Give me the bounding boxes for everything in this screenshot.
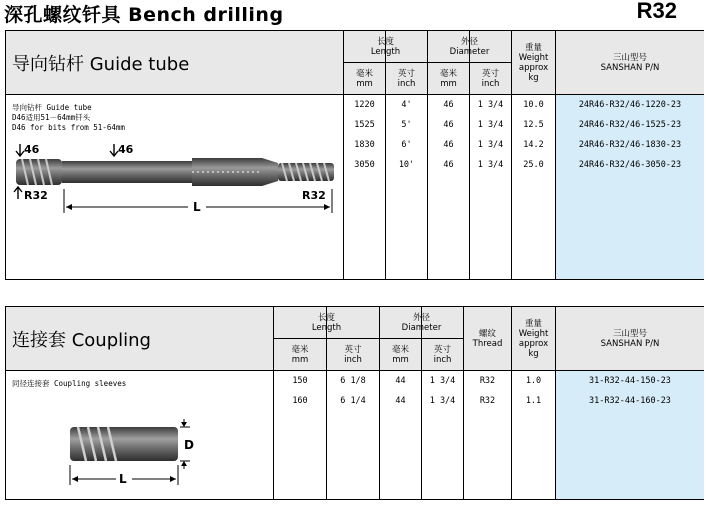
length-header: 长度 Length <box>344 31 427 63</box>
inch-header: 英寸 inch <box>386 63 427 95</box>
c-length-mm-col: 毫米 mm 150 160 <box>273 307 326 499</box>
guide-tube-section <box>5 30 704 280</box>
part-number-col: 三山型号 SANSHAN P/N 24R46-R32/46-1220-23 24R46-R32/46-1525-23 24R46-R32/46-1830-23 24R46-R32/46-3050-23 <box>555 31 704 279</box>
guide-tube-description: 导向钻杆 Guide tube D46适用51－64mm钎头 D46 for bits from 51-64mm <box>12 103 125 132</box>
coupling-heading: 连接套 Coupling <box>6 307 273 371</box>
coupling-length-label: L <box>119 472 127 486</box>
c-diameter-group: 外径 Diameter <box>379 307 463 499</box>
c-diameter-inch-col: 英寸 inch 1 3/4 1 3/4 <box>421 307 463 499</box>
c-diameter-mm-col: 毫米 mm 44 44 <box>379 307 421 499</box>
thread-label-right: R32 <box>302 189 326 202</box>
weight-col: 重量 Weight approx kg 10.0 12.5 14.2 25.0 <box>511 31 555 279</box>
thread-code: R32 <box>636 0 677 23</box>
length-label: L <box>193 200 201 214</box>
guide-tube-heading: 导向钻杆 Guide tube <box>6 31 343 95</box>
mm-header: 毫米 mm <box>344 63 385 95</box>
diameter-header: 外径 Diameter <box>428 31 511 63</box>
weight-header: 重量 Weight approx kg <box>512 31 555 95</box>
c-thread-col: 螺纹 Thread R32 R32 <box>463 307 511 499</box>
length-mm-col: 毫米 mm 1220 1525 1830 3050 <box>343 31 385 279</box>
coupling-drawing <box>56 417 206 487</box>
diameter-mm-col: 毫米 mm 46 46 46 46 <box>427 31 469 279</box>
coupling-sleeve <box>70 427 178 461</box>
c-weight-col: 重量 Weight approx kg 1.0 1.1 <box>511 307 555 499</box>
length-inch-col: 英寸 inch 4' 5' 6' 10' <box>385 31 427 279</box>
c-length-inch-col: 英寸 inch 6 1/8 6 1/4 <box>326 307 379 499</box>
tube-body <box>62 161 192 183</box>
c-part-number-col: 三山型号 SANSHAN P/N 31-R32-44-150-23 31-R32-44-160-23 <box>555 307 704 499</box>
coupling-section <box>5 306 704 500</box>
c-length-group: 长度 Length <box>273 307 379 499</box>
part-number-header: 三山型号 SANSHAN P/N <box>556 31 704 95</box>
diameter-inch-col: 英寸 inch 1 3/4 1 3/4 1 3/4 1 3/4 <box>469 31 511 279</box>
thread-label-left: R32 <box>24 189 48 202</box>
dia-label-left: 46 <box>24 143 40 156</box>
coupling-description: 同径连接套 Coupling sleeves <box>12 379 127 388</box>
page-title: 深孔螺纹钎具 Bench drilling <box>4 4 284 26</box>
coupling-dia-label: D <box>184 438 194 452</box>
guide-tube-drawing <box>8 141 342 216</box>
dia-label-right: 46 <box>118 143 134 156</box>
